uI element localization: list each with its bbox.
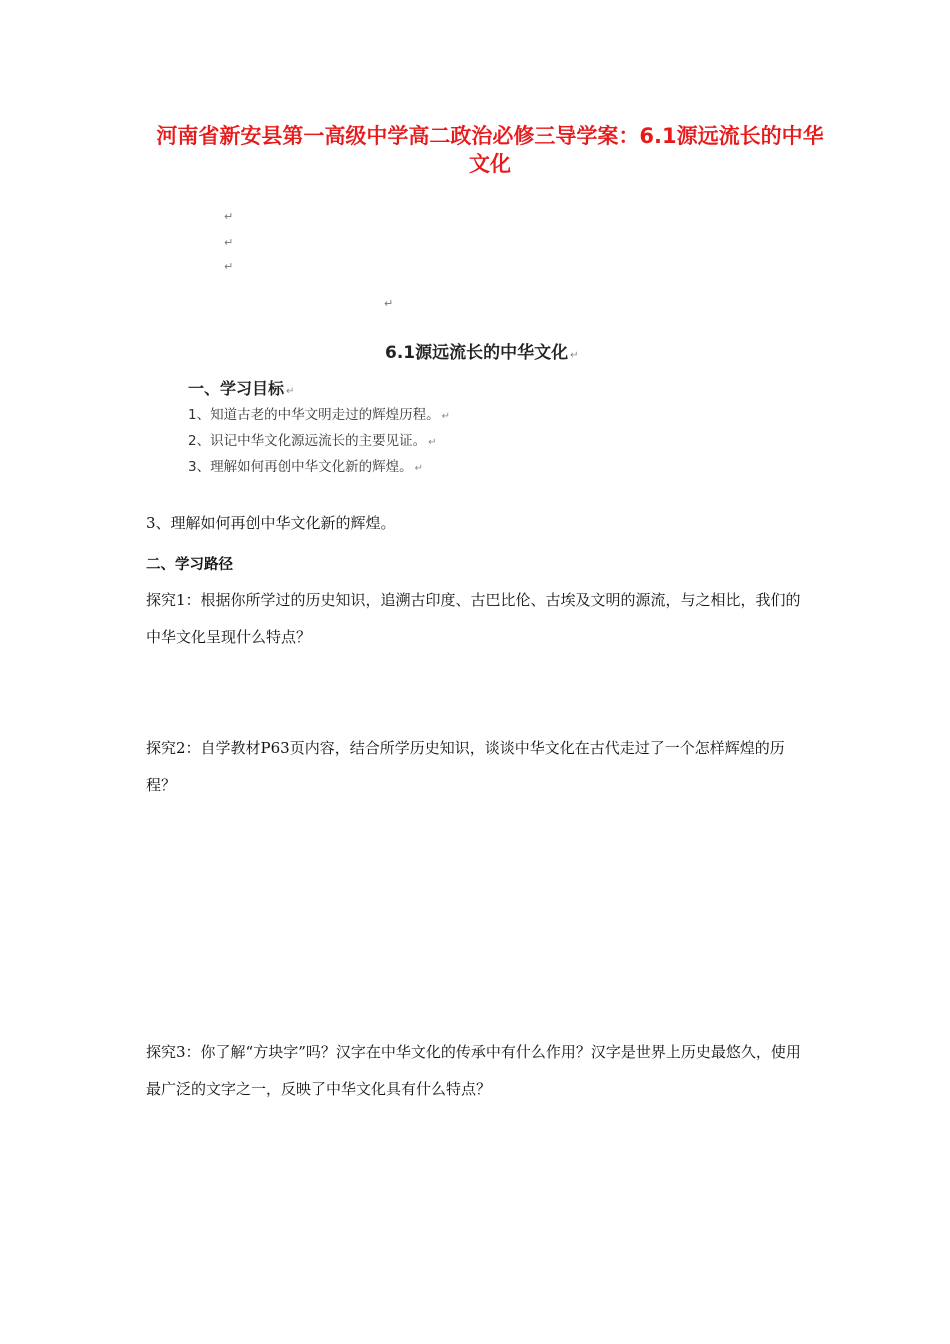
- goal-text: 3、理解如何再创中华文化新的辉煌。: [146, 514, 396, 532]
- paragraph-mark: ↵: [224, 236, 234, 249]
- inquiry-1: 探究1：根据你所学过的历史知识，追溯古印度、古巴比伦、古埃及文明的源流，与之相比，我们的中华文化呈现什么特点？: [146, 591, 801, 646]
- inquiry-2: 探究2：自学教材P63页内容，结合所学历史知识，谈谈中华文化在古代走过了一个怎样辉煌的历程？: [146, 739, 785, 794]
- inquiry-3: 探究3：你了解“方块字”吗？汉字在中华文化的传承中有什么作用？汉字是世界上历史最悠久，使用最广泛的文字之一，反映了中华文化具有什么特点？: [146, 1043, 801, 1098]
- image-goal-item: 2、识记中华文化源远流长的主要见证。 ↵: [188, 433, 437, 449]
- section-title: 二、学习路径: [146, 557, 233, 573]
- image-section-title: 一、学习目标 ↵: [188, 379, 295, 398]
- paragraph-mark: ↵: [224, 210, 234, 223]
- image-goal-item: 3、理解如何再创中华文化新的辉煌。 ↵: [188, 459, 423, 475]
- image-goal-item: 1、知道古老的中华文明走过的辉煌历程。 ↵: [188, 407, 450, 423]
- page-title: 河南省新安县第一高级中学高二政治必修三导学案：6.1源远流长的中华文化: [156, 124, 824, 176]
- paragraph-mark: ↵: [384, 297, 394, 310]
- image-heading: 6.1源远流长的中华文化 ↵: [385, 343, 579, 363]
- embedded-learning-goals-image: [180, 330, 680, 480]
- paragraph-mark: ↵: [224, 260, 234, 273]
